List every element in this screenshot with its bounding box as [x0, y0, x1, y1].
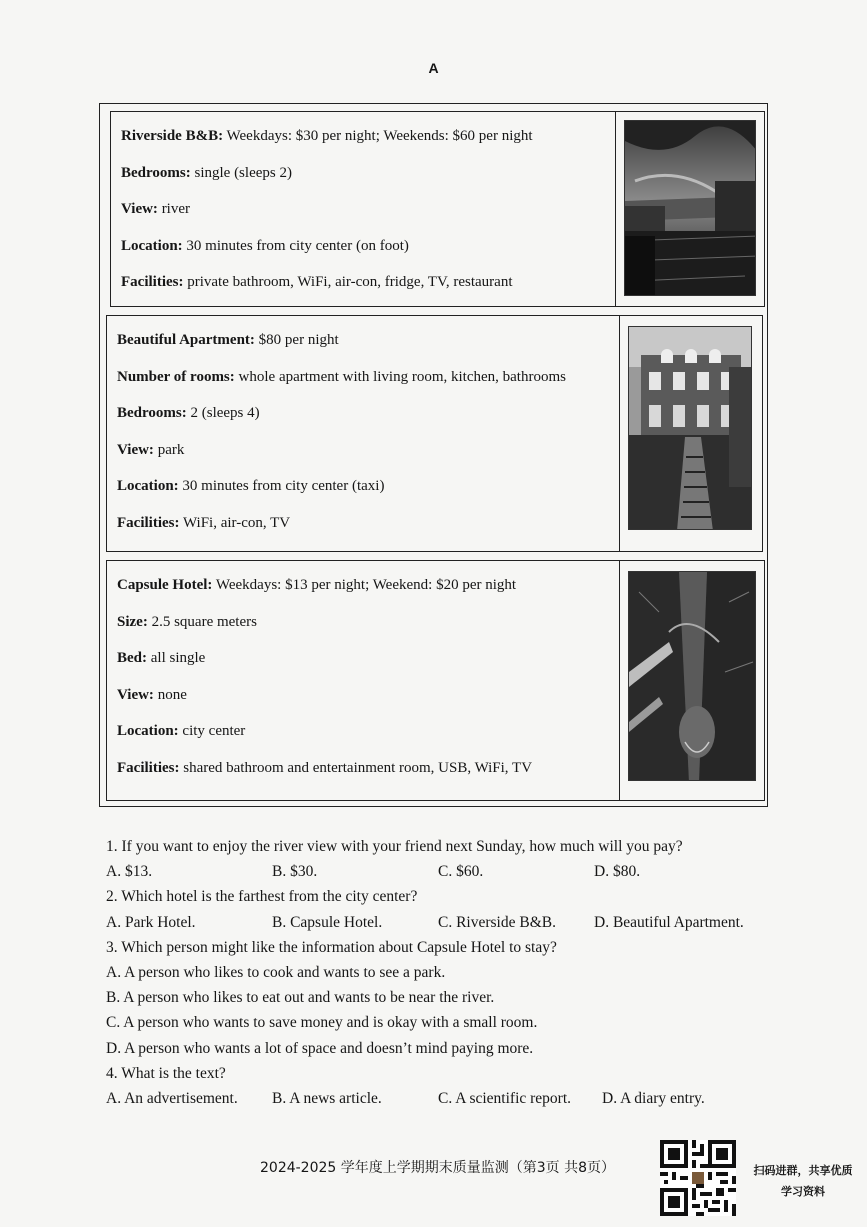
- listing-line: View: park: [117, 441, 185, 458]
- option: D. $80.: [594, 863, 641, 881]
- question-option: C. A person who wants to save money and is okay with a small room.: [106, 1014, 538, 1032]
- listing-line: View: river: [121, 201, 191, 218]
- listing-line: View: none: [117, 686, 187, 703]
- option: A. Park Hotel.: [106, 913, 196, 931]
- listing-line: Capsule Hotel: Weekdays: $13 per night; Weekend: $20 per night: [117, 577, 517, 593]
- listing-details: [117, 575, 532, 795]
- qr-caption: 扫码进群，共享优质 学习资料: [753, 1164, 853, 1198]
- option: A. $13.: [106, 863, 153, 881]
- listing-line: Number of rooms: whole apartment with living room, kitchen, bathrooms: [117, 368, 566, 385]
- section-letter: A: [428, 60, 439, 76]
- photo-cell: [619, 561, 764, 800]
- question-option: D. A person who wants a lot of space and doesn’t mind paying more.: [106, 1039, 534, 1057]
- question-stem: 1. If you want to enjoy the river view with your friend next Sunday, how much will you pay?: [106, 838, 683, 855]
- listing-line: Beautiful Apartment: $80 per night: [117, 332, 339, 348]
- option: B. $30.: [272, 863, 318, 881]
- photo-cell: [615, 112, 764, 306]
- option: C. Riverside B&B.: [438, 913, 556, 931]
- apartment-photo: [628, 326, 752, 530]
- option: C. $60.: [438, 863, 484, 881]
- listing-details: [117, 330, 566, 550]
- listing-line: Location: city center: [117, 723, 246, 740]
- listing-line: Facilities: private bathroom, WiFi, air-con, fridge, TV, restaurant: [121, 274, 513, 291]
- question-options: [106, 912, 766, 937]
- listing-line: Facilities: shared bathroom and entertainment room, USB, WiFi, TV: [117, 759, 533, 776]
- option: A. An advertisement.: [106, 1089, 238, 1107]
- capsule-photo: [628, 571, 756, 781]
- question-option: A. A person who likes to cook and wants to see a park.: [106, 963, 446, 981]
- listing-line: Location: 30 minutes from city center (taxi): [117, 478, 385, 495]
- question-options: [106, 861, 766, 886]
- listing-line: Bedrooms: single (sleeps 2): [121, 164, 292, 181]
- photo-cell: [619, 316, 762, 551]
- questions: [106, 836, 766, 1113]
- qr-code-icon: [660, 1140, 736, 1216]
- option: B. A news article.: [272, 1089, 382, 1107]
- option: D. Beautiful Apartment.: [594, 913, 744, 931]
- option: D. A diary entry.: [602, 1089, 705, 1107]
- listing-line: Location: 30 minutes from city center (on foot): [121, 237, 409, 254]
- question-options: [106, 1088, 766, 1113]
- listing-line: Riverside B&B: Weekdays: $30 per night; Weekends: $60 per night: [121, 128, 533, 144]
- page-footer: 2024-2025 学年度上学期期末质量监测（第3页 共8页）: [260, 1160, 616, 1176]
- listing-card-apartment: [106, 315, 763, 552]
- listing-line: Bed: all single: [117, 650, 206, 667]
- listing-line: Bedrooms: 2 (sleeps 4): [117, 405, 260, 422]
- river-photo: [624, 120, 756, 296]
- option: C. A scientific report.: [438, 1089, 572, 1107]
- option: B. Capsule Hotel.: [272, 913, 383, 931]
- listing-card-capsule: [106, 560, 765, 801]
- question-stem: 2. Which hotel is the farthest from the city center?: [106, 888, 418, 906]
- listing-line: Size: 2.5 square meters: [117, 613, 257, 630]
- question-stem: 3. Which person might like the information about Capsule Hotel to stay?: [106, 938, 557, 956]
- question-option: B. A person who likes to eat out and wants to be near the river.: [106, 989, 495, 1007]
- question-stem: 4. What is the text?: [106, 1064, 226, 1082]
- listing-card-riverside: [110, 111, 765, 307]
- listing-line: Facilities: WiFi, air-con, TV: [117, 514, 291, 531]
- listings-table: [99, 103, 768, 807]
- listing-details: [121, 126, 533, 309]
